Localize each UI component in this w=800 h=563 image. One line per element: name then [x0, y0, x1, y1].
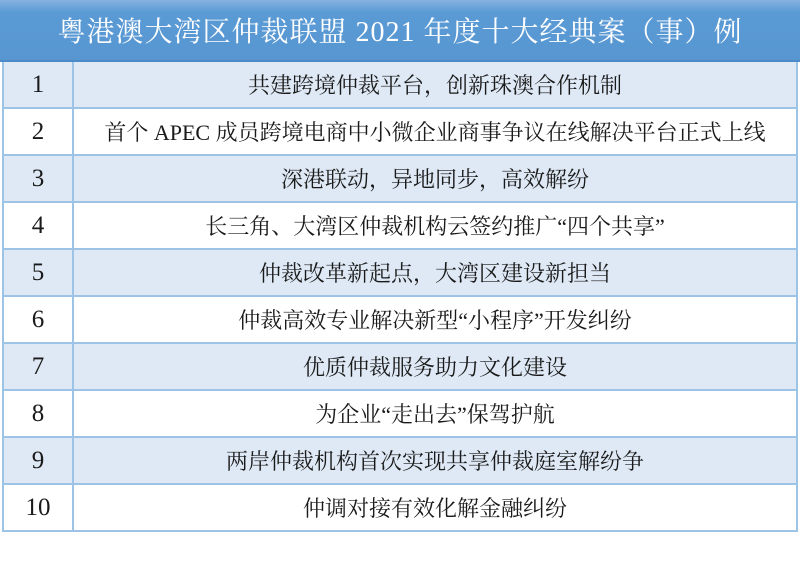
case-number: 6 — [4, 297, 74, 342]
case-number: 10 — [4, 485, 74, 530]
table-row — [2, 344, 798, 391]
case-title: 仲裁改革新起点，大湾区建设新担当 — [258, 261, 611, 286]
table-row — [2, 297, 798, 344]
page-title: 粤港澳大湾区仲裁联盟 2021 年度十大经典案（事）例 — [57, 17, 743, 48]
table-row — [2, 109, 798, 156]
table-row — [2, 250, 798, 297]
case-title: 首个 APEC 成员跨境电商中小微企业商事争议在线解决平台正式上线 — [104, 120, 766, 145]
case-title: 深港联动，异地同步，高效解纷 — [280, 167, 589, 192]
case-title: 优质仲裁服务助力文化建设 — [302, 355, 567, 380]
table-row — [2, 203, 798, 250]
table-row — [2, 438, 798, 485]
case-title: 为企业“走出去”保驾护航 — [315, 402, 555, 427]
case-title: 仲调对接有效化解金融纠纷 — [302, 496, 567, 521]
case-title: 长三角、大湾区仲裁机构云签约推广“四个共享” — [205, 214, 665, 239]
case-table-body — [2, 62, 798, 532]
case-number: 3 — [4, 156, 74, 201]
case-number: 2 — [4, 109, 74, 154]
table-header — [0, 0, 800, 62]
case-title: 共建跨境仲裁平台，创新珠澳合作机制 — [247, 73, 622, 98]
table-row — [2, 156, 798, 203]
table-row — [2, 485, 798, 532]
case-number: 5 — [4, 250, 74, 295]
case-title: 仲裁高效专业解决新型“小程序”开发纠纷 — [238, 308, 632, 333]
table-row — [2, 62, 798, 109]
table-row — [2, 391, 798, 438]
case-number: 8 — [4, 391, 74, 436]
case-number: 7 — [4, 344, 74, 389]
case-number: 4 — [4, 203, 74, 248]
case-number: 1 — [4, 62, 74, 107]
case-title: 两岸仲裁机构首次实现共享仲裁庭室解纷争 — [225, 449, 644, 474]
case-number: 9 — [4, 438, 74, 483]
